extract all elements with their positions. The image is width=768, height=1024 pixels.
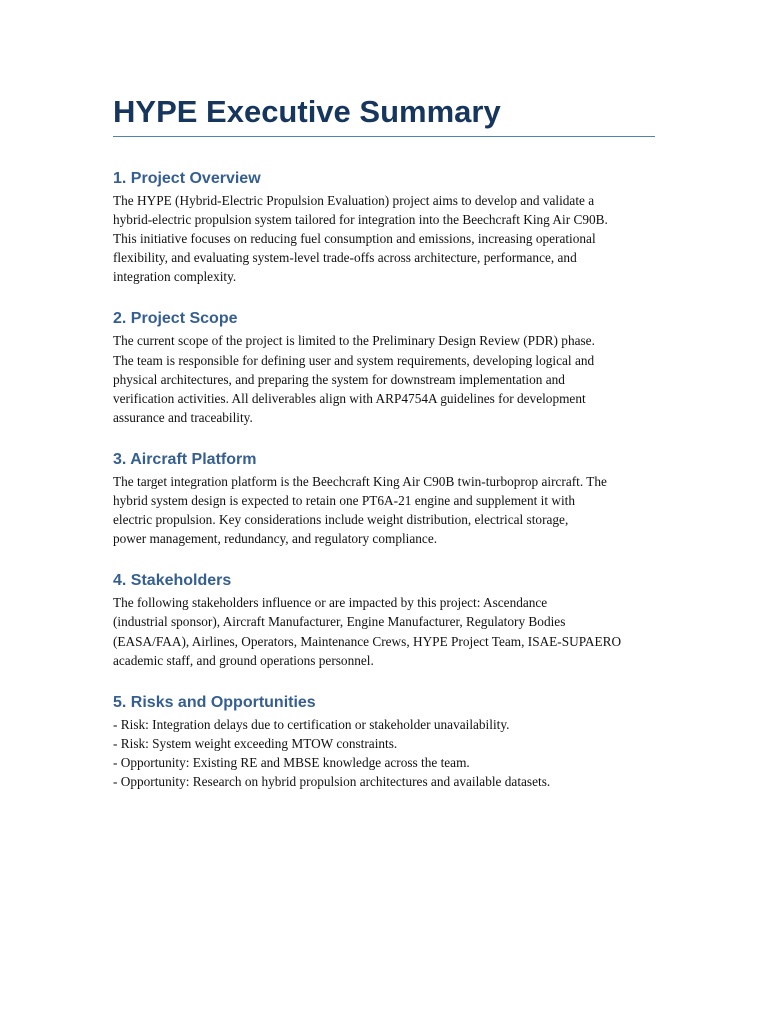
paragraph-line: hybrid system design is expected to retain one PT6A-21 engine and supplement it with	[113, 493, 575, 509]
section-list	[113, 715, 658, 791]
section-risks-and-opportunities	[113, 692, 656, 791]
section-project-overview	[113, 168, 656, 286]
paragraph-line: power management, redundancy, and regulatory compliance.	[113, 531, 438, 547]
paragraph-line: The HYPE (Hybrid-Electric Propulsion Evaluation) project aims to develop and validate a	[113, 193, 595, 208]
paragraph-line: (EASA/FAA), Airlines, Operators, Maintenance Crews, HYPE Project Team, ISAE-SUPAERO	[113, 633, 622, 649]
section-paragraph	[113, 191, 658, 286]
paragraph-line: assurance and traceability.	[113, 409, 253, 425]
section-heading: 2. Project Scope	[113, 310, 238, 328]
section-heading: 1. Project Overview	[113, 170, 261, 187]
section-paragraph	[113, 472, 658, 548]
paragraph-line: This initiative focuses on reducing fuel consumption and emissions, increasing operational	[113, 231, 596, 247]
section-paragraph	[113, 331, 658, 426]
paragraph-line: hybrid-electric propulsion system tailored for integration into the Beechcraft King Air C90B.	[113, 212, 608, 228]
paragraph-line: (industrial sponsor), Aircraft Manufacturer, Engine Manufacturer, Regulatory Bodies	[113, 614, 566, 630]
section-aircraft-platform	[113, 449, 656, 548]
title-underline-rule	[113, 136, 655, 137]
paragraph-line: The following stakeholders influence or are impacted by this project: Ascendance	[113, 595, 548, 611]
paragraph-line: flexibility, and evaluating system-level trade-offs across architecture, performance, and	[113, 250, 577, 266]
section-heading: 5. Risks and Opportunities	[113, 693, 316, 711]
section-heading: 3. Aircraft Platform	[113, 450, 257, 468]
section-stakeholders	[113, 570, 656, 669]
paragraph-line: physical architectures, and preparing the system for downstream implementation and	[113, 371, 565, 387]
paragraph-line: verification activities. All deliverables align with ARP4754A guidelines for development	[113, 390, 586, 406]
paragraph-line: academic staff, and ground operations personnel.	[113, 652, 374, 668]
section-paragraph	[113, 593, 658, 669]
paragraph-line: integration complexity.	[113, 269, 237, 285]
section-project-scope	[113, 308, 656, 426]
paragraph-line: The target integration platform is the Beechcraft King Air C90B twin-turboprop aircraft. The	[113, 473, 607, 489]
section-heading: 4. Stakeholders	[113, 572, 232, 590]
paragraph-line: The team is responsible for defining user and system requirements, developing logical and	[113, 352, 595, 368]
list-item: - Risk: Integration delays due to certification or stakeholder unavailability.	[113, 716, 510, 732]
list-item: - Opportunity: Research on hybrid propulsion architectures and available datasets.	[113, 773, 551, 789]
paragraph-line: The current scope of the project is limited to the Preliminary Design Review (PDR) phase.	[113, 333, 595, 349]
list-item: - Risk: System weight exceeding MTOW constraints.	[113, 735, 398, 751]
paragraph-line: electric propulsion. Key considerations include weight distribution, electrical storage,	[113, 512, 569, 528]
list-item: - Opportunity: Existing RE and MBSE knowledge across the team.	[113, 754, 470, 770]
document-title: HYPE Executive Summary	[113, 94, 501, 129]
